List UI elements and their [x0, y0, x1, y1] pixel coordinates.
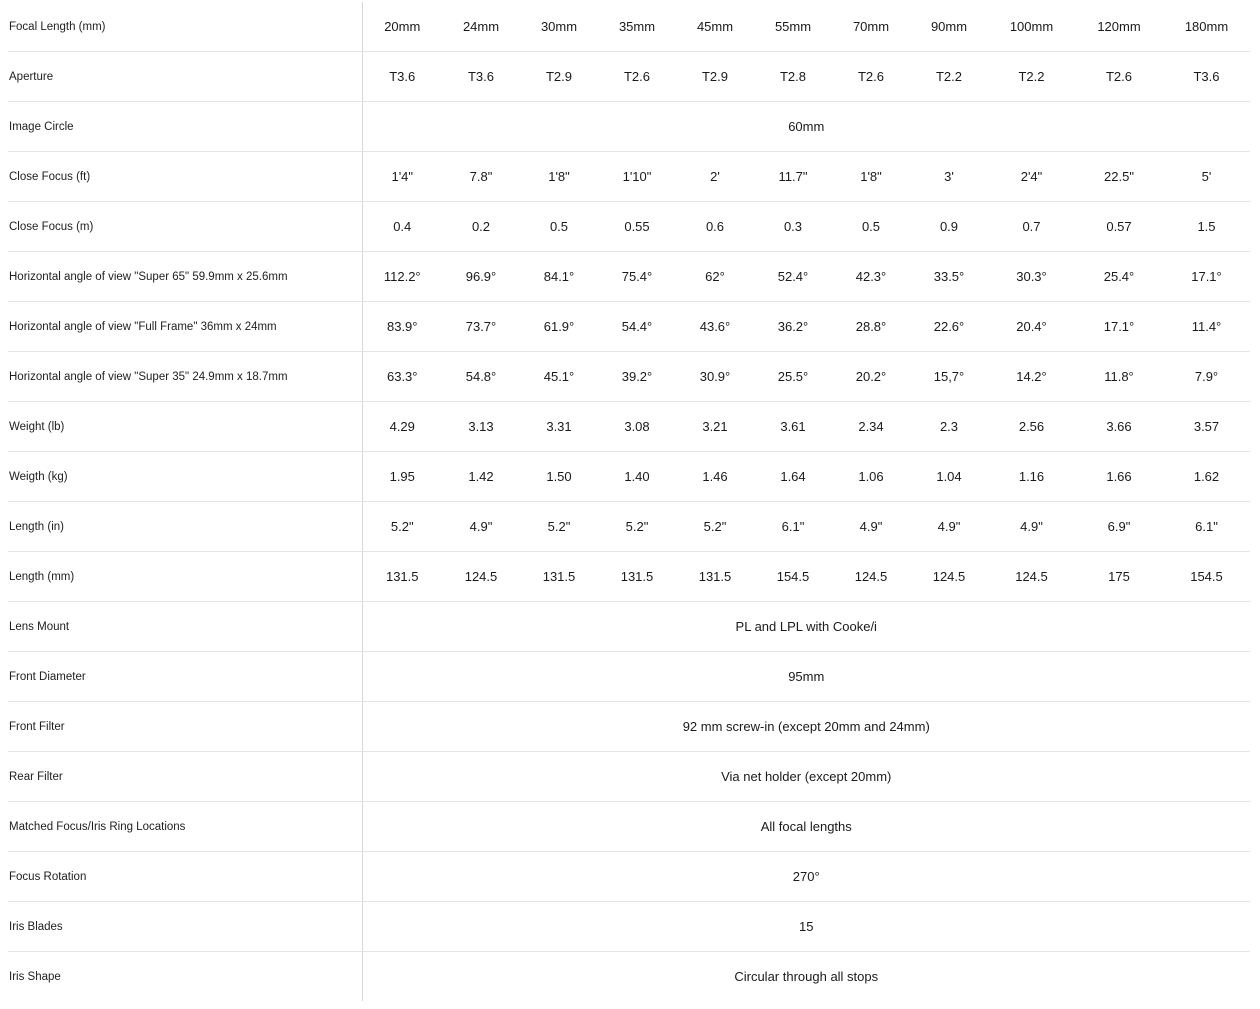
- spanning-value: 60mm: [362, 102, 1250, 152]
- cell-value: 2.34: [832, 402, 910, 452]
- cell-value: 3': [910, 152, 988, 202]
- cell-value: 1.06: [832, 452, 910, 502]
- cell-value: 54.4°: [598, 302, 676, 352]
- spanning-value: PL and LPL with Cooke/i: [362, 602, 1250, 652]
- cell-value: T2.6: [1075, 52, 1163, 102]
- row-label: Horizontal angle of view "Super 65" 59.9mm x 25.6mm: [8, 252, 362, 302]
- table-row: [8, 802, 1250, 852]
- cell-value: 22.5": [1075, 152, 1163, 202]
- cell-value: 17.1°: [1163, 252, 1250, 302]
- cell-value: 7.8": [442, 152, 520, 202]
- cell-value: 75.4°: [598, 252, 676, 302]
- table-row: [8, 302, 1250, 352]
- cell-value: 22.6°: [910, 302, 988, 352]
- cell-value: 1.04: [910, 452, 988, 502]
- cell-value: 5': [1163, 152, 1250, 202]
- row-label: Close Focus (m): [8, 202, 362, 252]
- cell-value: 24mm: [442, 2, 520, 52]
- cell-value: 33.5°: [910, 252, 988, 302]
- row-label: Aperture: [8, 52, 362, 102]
- cell-value: 180mm: [1163, 2, 1250, 52]
- cell-value: 25.4°: [1075, 252, 1163, 302]
- table-row: [8, 2, 1250, 52]
- cell-value: 154.5: [754, 552, 832, 602]
- cell-value: 1.5: [1163, 202, 1250, 252]
- spanning-value: 15: [362, 902, 1250, 952]
- cell-value: 1.62: [1163, 452, 1250, 502]
- cell-value: 55mm: [754, 2, 832, 52]
- cell-value: 100mm: [988, 2, 1075, 52]
- cell-value: 42.3°: [832, 252, 910, 302]
- cell-value: 3.21: [676, 402, 754, 452]
- cell-value: T2.9: [676, 52, 754, 102]
- cell-value: T2.6: [832, 52, 910, 102]
- cell-value: 5.2": [676, 502, 754, 552]
- table-row: [8, 352, 1250, 402]
- spanning-value: Via net holder (except 20mm): [362, 752, 1250, 802]
- cell-value: 96.9°: [442, 252, 520, 302]
- row-label: Lens Mount: [8, 602, 362, 652]
- cell-value: T2.8: [754, 52, 832, 102]
- cell-value: 5.2": [362, 502, 442, 552]
- cell-value: 6.9": [1075, 502, 1163, 552]
- cell-value: 3.31: [520, 402, 598, 452]
- row-label: Horizontal angle of view "Full Frame" 36mm x 24mm: [8, 302, 362, 352]
- cell-value: 131.5: [598, 552, 676, 602]
- cell-value: 14.2°: [988, 352, 1075, 402]
- spanning-value: 270°: [362, 852, 1250, 902]
- cell-value: 120mm: [1075, 2, 1163, 52]
- cell-value: 28.8°: [832, 302, 910, 352]
- cell-value: 39.2°: [598, 352, 676, 402]
- cell-value: 131.5: [362, 552, 442, 602]
- row-label: Rear Filter: [8, 752, 362, 802]
- cell-value: 4.29: [362, 402, 442, 452]
- cell-value: 3.66: [1075, 402, 1163, 452]
- cell-value: 5.2": [520, 502, 598, 552]
- cell-value: 70mm: [832, 2, 910, 52]
- table-row: [8, 452, 1250, 502]
- cell-value: 45.1°: [520, 352, 598, 402]
- cell-value: 4.9": [910, 502, 988, 552]
- row-label: Iris Blades: [8, 902, 362, 952]
- cell-value: 124.5: [442, 552, 520, 602]
- table-row: [8, 152, 1250, 202]
- cell-value: 1.95: [362, 452, 442, 502]
- cell-value: 1.16: [988, 452, 1075, 502]
- cell-value: 25.5°: [754, 352, 832, 402]
- row-label: Close Focus (ft): [8, 152, 362, 202]
- cell-value: 15,7°: [910, 352, 988, 402]
- row-label: Front Diameter: [8, 652, 362, 702]
- cell-value: 62°: [676, 252, 754, 302]
- cell-value: T2.2: [988, 52, 1075, 102]
- row-label: Focal Length (mm): [8, 2, 362, 52]
- table-row: [8, 402, 1250, 452]
- cell-value: 0.57: [1075, 202, 1163, 252]
- cell-value: 0.7: [988, 202, 1075, 252]
- cell-value: T3.6: [1163, 52, 1250, 102]
- cell-value: 1'8": [832, 152, 910, 202]
- cell-value: 4.9": [442, 502, 520, 552]
- cell-value: 83.9°: [362, 302, 442, 352]
- cell-value: 6.1": [1163, 502, 1250, 552]
- cell-value: 11.8°: [1075, 352, 1163, 402]
- cell-value: 61.9°: [520, 302, 598, 352]
- table-row: [8, 602, 1250, 652]
- cell-value: 1.64: [754, 452, 832, 502]
- cell-value: 0.5: [832, 202, 910, 252]
- table-row: [8, 902, 1250, 952]
- cell-value: 2'4": [988, 152, 1075, 202]
- cell-value: 73.7°: [442, 302, 520, 352]
- lens-spec-table: [8, 2, 1250, 1001]
- cell-value: 0.6: [676, 202, 754, 252]
- cell-value: T2.9: [520, 52, 598, 102]
- cell-value: 2.56: [988, 402, 1075, 452]
- cell-value: 124.5: [910, 552, 988, 602]
- cell-value: 1.40: [598, 452, 676, 502]
- cell-value: 20mm: [362, 2, 442, 52]
- cell-value: T2.6: [598, 52, 676, 102]
- spanning-value: 92 mm screw-in (except 20mm and 24mm): [362, 702, 1250, 752]
- cell-value: 175: [1075, 552, 1163, 602]
- table-row: [8, 552, 1250, 602]
- cell-value: 154.5: [1163, 552, 1250, 602]
- cell-value: 11.7": [754, 152, 832, 202]
- row-label: Length (mm): [8, 552, 362, 602]
- cell-value: 3.08: [598, 402, 676, 452]
- cell-value: 11.4°: [1163, 302, 1250, 352]
- cell-value: 5.2": [598, 502, 676, 552]
- cell-value: 0.55: [598, 202, 676, 252]
- cell-value: 112.2°: [362, 252, 442, 302]
- cell-value: 30.9°: [676, 352, 754, 402]
- cell-value: 7.9°: [1163, 352, 1250, 402]
- cell-value: 20.4°: [988, 302, 1075, 352]
- cell-value: 3.13: [442, 402, 520, 452]
- cell-value: T3.6: [362, 52, 442, 102]
- cell-value: 0.5: [520, 202, 598, 252]
- spec-table-body: [8, 2, 1250, 1001]
- cell-value: 131.5: [676, 552, 754, 602]
- cell-value: 45mm: [676, 2, 754, 52]
- cell-value: 3.61: [754, 402, 832, 452]
- cell-value: 30mm: [520, 2, 598, 52]
- row-label: Matched Focus/Iris Ring Locations: [8, 802, 362, 852]
- cell-value: 1.66: [1075, 452, 1163, 502]
- cell-value: 4.9": [832, 502, 910, 552]
- cell-value: 1'8": [520, 152, 598, 202]
- table-row: [8, 752, 1250, 802]
- row-label: Weigth (kg): [8, 452, 362, 502]
- row-label: Length (in): [8, 502, 362, 552]
- cell-value: 30.3°: [988, 252, 1075, 302]
- spanning-value: Circular through all stops: [734, 969, 879, 984]
- cell-value: 1.42: [442, 452, 520, 502]
- cell-value: 36.2°: [754, 302, 832, 352]
- cell-value: 1.46: [676, 452, 754, 502]
- cell-value: 124.5: [832, 552, 910, 602]
- cell-value: 52.4°: [754, 252, 832, 302]
- cell-value: 2.3: [910, 402, 988, 452]
- table-row: [8, 702, 1250, 752]
- cell-value: 3.57: [1163, 402, 1250, 452]
- table-row: [8, 852, 1250, 902]
- cell-value: 0.2: [442, 202, 520, 252]
- cell-value: 84.1°: [520, 252, 598, 302]
- cell-value: 1'4": [362, 152, 442, 202]
- cell-value: 0.3: [754, 202, 832, 252]
- cell-value: 124.5: [988, 552, 1075, 602]
- table-row: [8, 502, 1250, 552]
- cell-value: 63.3°: [362, 352, 442, 402]
- table-row: [8, 952, 1250, 1002]
- table-row: [8, 102, 1250, 152]
- row-label: Focus Rotation: [8, 852, 362, 902]
- row-label: Image Circle: [8, 102, 362, 152]
- cell-value: 20.2°: [832, 352, 910, 402]
- cell-value: 43.6°: [676, 302, 754, 352]
- row-label: Iris Shape: [8, 952, 362, 1002]
- row-label: Weight (lb): [8, 402, 362, 452]
- row-label: Front Filter: [8, 702, 362, 752]
- cell-value: 17.1°: [1075, 302, 1163, 352]
- cell-value: 0.4: [362, 202, 442, 252]
- spanning-value: 95mm: [362, 652, 1250, 702]
- cell-value: 131.5: [520, 552, 598, 602]
- cell-value: 35mm: [598, 2, 676, 52]
- table-row: [8, 202, 1250, 252]
- spanning-value: All focal lengths: [362, 802, 1250, 852]
- table-row: [8, 252, 1250, 302]
- cell-value: 90mm: [910, 2, 988, 52]
- cell-value: 1.50: [520, 452, 598, 502]
- cell-value: 6.1": [754, 502, 832, 552]
- cell-value: 1'10": [598, 152, 676, 202]
- cell-value: 54.8°: [442, 352, 520, 402]
- cell-value: 2': [676, 152, 754, 202]
- cell-value: T2.2: [910, 52, 988, 102]
- cell-value: 0.9: [910, 202, 988, 252]
- cell-value: 4.9": [988, 502, 1075, 552]
- table-row: [8, 652, 1250, 702]
- cell-value: T3.6: [442, 52, 520, 102]
- row-label: Horizontal angle of view "Super 35" 24.9mm x 18.7mm: [8, 352, 362, 402]
- table-row: [8, 52, 1250, 102]
